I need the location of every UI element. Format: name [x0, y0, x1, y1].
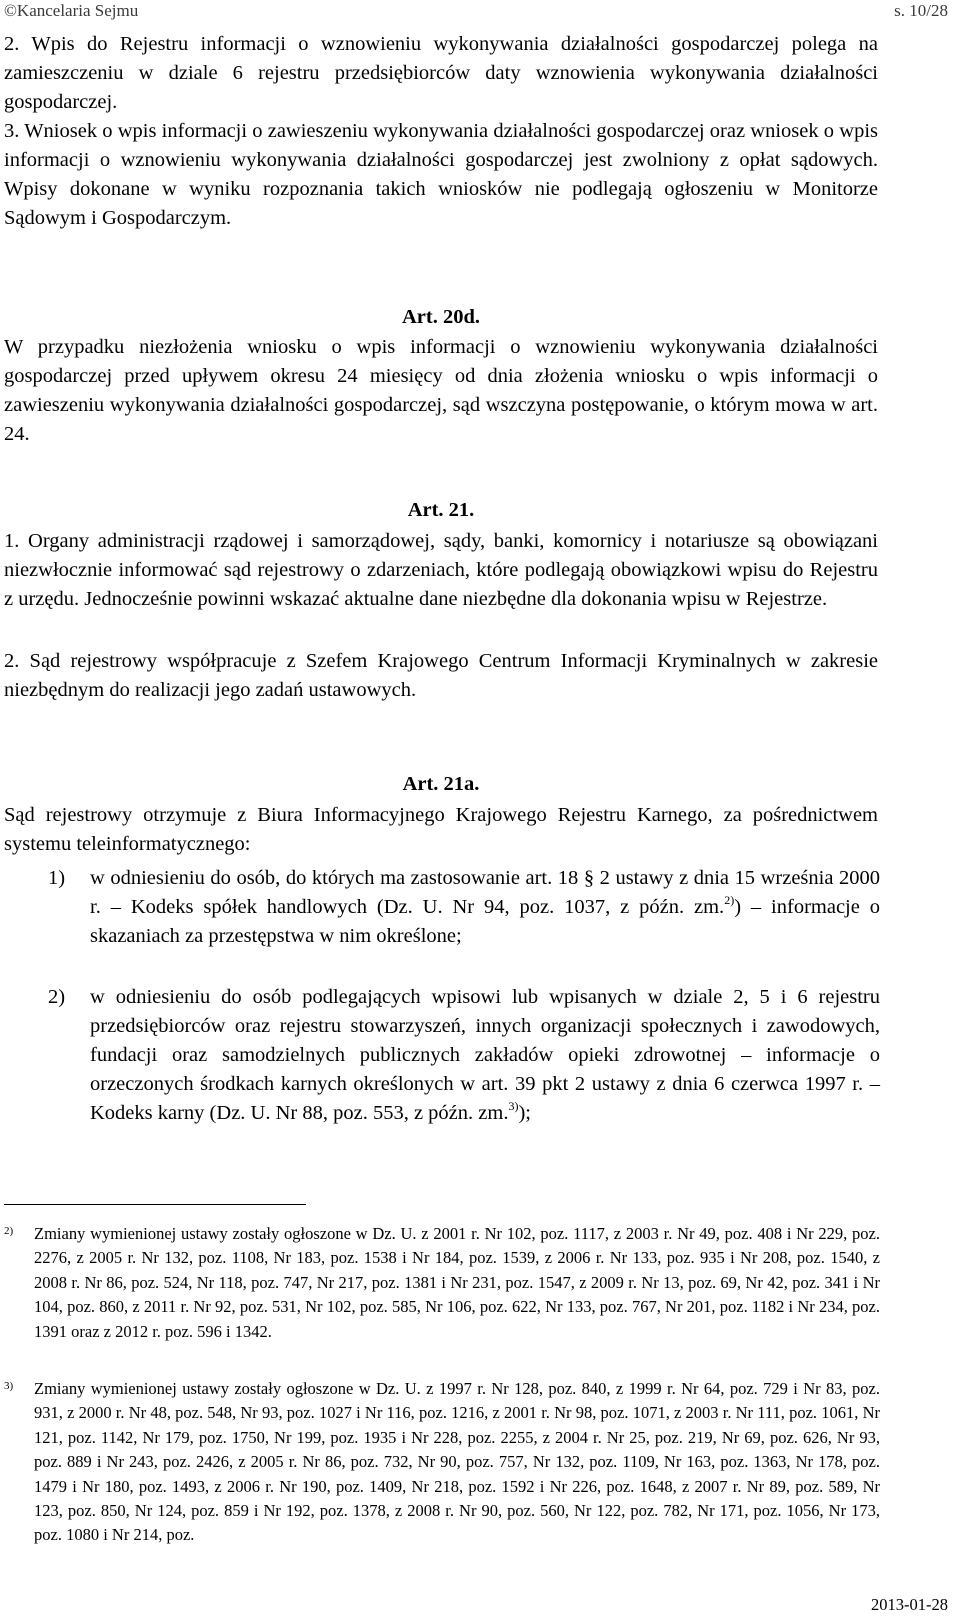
- footnote-2: [4, 1222, 880, 1344]
- footnote-mark: 3): [4, 1380, 14, 1392]
- list-item-2: [48, 983, 880, 1128]
- footnote-reference: 3): [508, 1099, 519, 1113]
- article-21-paragraph-2: 2. Sąd rejestrowy współpracuje z Szefem Krajowego Centrum Informacji Kryminalnych w zakresie niezbędnym do realizacji jego zadań ustawowych.: [4, 650, 878, 701]
- paragraph-2: 2. Wpis do Rejestru informacji o wznowieniu wykonywania działalności gospodarczej polega na zamieszczeniu w dziale 6 rejestru przedsiębiorców daty wznowienia wykonywania działalności gospodarczej.: [4, 33, 878, 113]
- page-footer-date: 2013-01-28: [871, 1595, 948, 1614]
- list-item-text: w odniesieniu do osób, do których ma zastosowanie art. 18 § 2 ustawy z dnia 15 września 2000 r. – Kodeks spółek handlowych (Dz. U. Nr 94, poz. 1037, z późn. zm.: [90, 867, 880, 918]
- footnote-3: [4, 1377, 880, 1548]
- article-heading-20d: Art. 20d.: [401, 306, 480, 328]
- footnote-separator: [4, 1204, 306, 1205]
- footnote-reference: 2): [724, 893, 735, 907]
- article-heading-21: Art. 21.: [407, 499, 475, 521]
- list-item-1: [48, 864, 880, 951]
- list-item-text-continued: );: [518, 1102, 531, 1124]
- header-source: ©Kancelaria Sejmu: [4, 1, 139, 20]
- article-20d-text: W przypadku niezłożenia wniosku o wpis informacji o wznowieniu wykonywania działalności gospodarczej przed upływem okresu 24 miesięcy od dnia złożenia wniosku o wpis informacji o zawieszeniu wykonywania działalności gospodarczej, sąd wszczyna postępowanie, o którym mowa w art. 24.: [4, 336, 878, 445]
- article-21-paragraph-1: 1. Organy administracji rządowej i samorządowej, sądy, banki, komornicy i notariusze są obowiązani niezwłocznie informować sąd rejestrowy o zdarzeniach, które podlegają obowiązkowi wpisu do Rejestru z urzędu. Jednocześnie powinni wskazać aktualne dane niezbędne dla dokonania wpisu w Rejestrze.: [4, 530, 878, 610]
- article-heading-21a: Art. 21a.: [402, 773, 480, 795]
- page-number: s. 10/28: [894, 1, 948, 20]
- page-header: [4, 0, 948, 24]
- list-item-number: 2): [48, 986, 66, 1008]
- paragraph-3: 3. Wniosek o wpis informacji o zawieszeniu wykonywania działalności gospodarczej oraz wniosek o wpis informacji o wznowieniu wykonywania działalności gospodarczej jest zwolniony z opłat sądowych. Wpisy dokonane w wyniku rozpoznania takich wniosków nie podlegają ogłoszeniu w Monitorze Sądowym i Gospodarczym.: [4, 120, 878, 229]
- list-item-text: w odniesieniu do osób podlegających wpisowi lub wpisanych w dziale 2, 5 i 6 rejestru przedsiębiorców oraz rejestru stowarzyszeń, innych organizacji społecznych i zawodowych, fundacji oraz samodzielnych publicznych zakładów opieki zdrowotnej – informacje o orzeczonych środkach karnych określonych w art. 39 pkt 2 ustawy z dnia 6 czerwca 1997 r. – Kodeks karny (Dz. U. Nr 88, poz. 553, z późn. zm.: [90, 986, 880, 1124]
- footnote-text: Zmiany wymienionej ustawy zostały ogłoszone w Dz. U. z 2001 r. Nr 102, poz. 1117, z 2003 r. Nr 49, poz. 408 i Nr 229, poz. 2276, z 2005 r. Nr 132, poz. 1108, Nr 183, poz. 1538 i Nr 184, poz. 1539, z 2006 r. Nr 133, poz. 935 i Nr 208, poz. 1540, z 2008 r. Nr 86, poz. 524, Nr 118, poz. 747, Nr 217, poz. 1381 i Nr 231, poz. 1547, z 2009 r. Nr 13, poz. 69, Nr 42, poz. 341 i Nr 104, poz. 860, z 2011 r. Nr 92, poz. 531, Nr 102, poz. 585, Nr 106, poz. 622, Nr 133, poz. 767, Nr 201, poz. 1182 i Nr 234, poz. 1391 oraz z 2012 r. poz. 596 i 1342.: [34, 1224, 880, 1341]
- list-item-number: 1): [48, 867, 66, 889]
- list-item-text-continued: ) – informacje o skazaniach za przestępstwa w nim określone;: [90, 896, 880, 947]
- article-21a-intro: Sąd rejestrowy otrzymuje z Biura Informacyjnego Krajowego Rejestru Karnego, za pośrednictwem systemu teleinformatycznego:: [4, 804, 878, 855]
- footnote-text: Zmiany wymienionej ustawy zostały ogłoszone w Dz. U. z 1997 r. Nr 128, poz. 840, z 1999 r. Nr 64, poz. 729 i Nr 83, poz. 931, z 2000 r. Nr 48, poz. 548, Nr 93, poz. 1027 i Nr 116, poz. 1216, z 2001 r. Nr 98, poz. 1071, z 2003 r. Nr 111, poz. 1061, Nr 121, poz. 1142, Nr 179, poz. 1750, Nr 199, poz. 1935 i Nr 228, poz. 2255, z 2004 r. Nr 25, poz. 219, Nr 69, poz. 626, Nr 93, poz. 889 i Nr 243, poz. 2426, z 2005 r. Nr 86, poz. 732, Nr 90, poz. 757, Nr 132, poz. 1109, Nr 163, poz. 1363, Nr 178, poz. 1479 i Nr 180, poz. 1493, z 2006 r. Nr 190, poz. 1409, Nr 218, poz. 1592 i Nr 226, poz. 1648, z 2007 r. Nr 89, poz. 589, Nr 123, poz. 850, Nr 124, poz. 859 i Nr 192, poz. 1378, z 2008 r. Nr 90, poz. 560, Nr 122, poz. 782, Nr 171, poz. 1056, Nr 173, poz. 1080 i Nr 214, poz.: [34, 1379, 880, 1545]
- footnote-mark: 2): [4, 1225, 14, 1237]
